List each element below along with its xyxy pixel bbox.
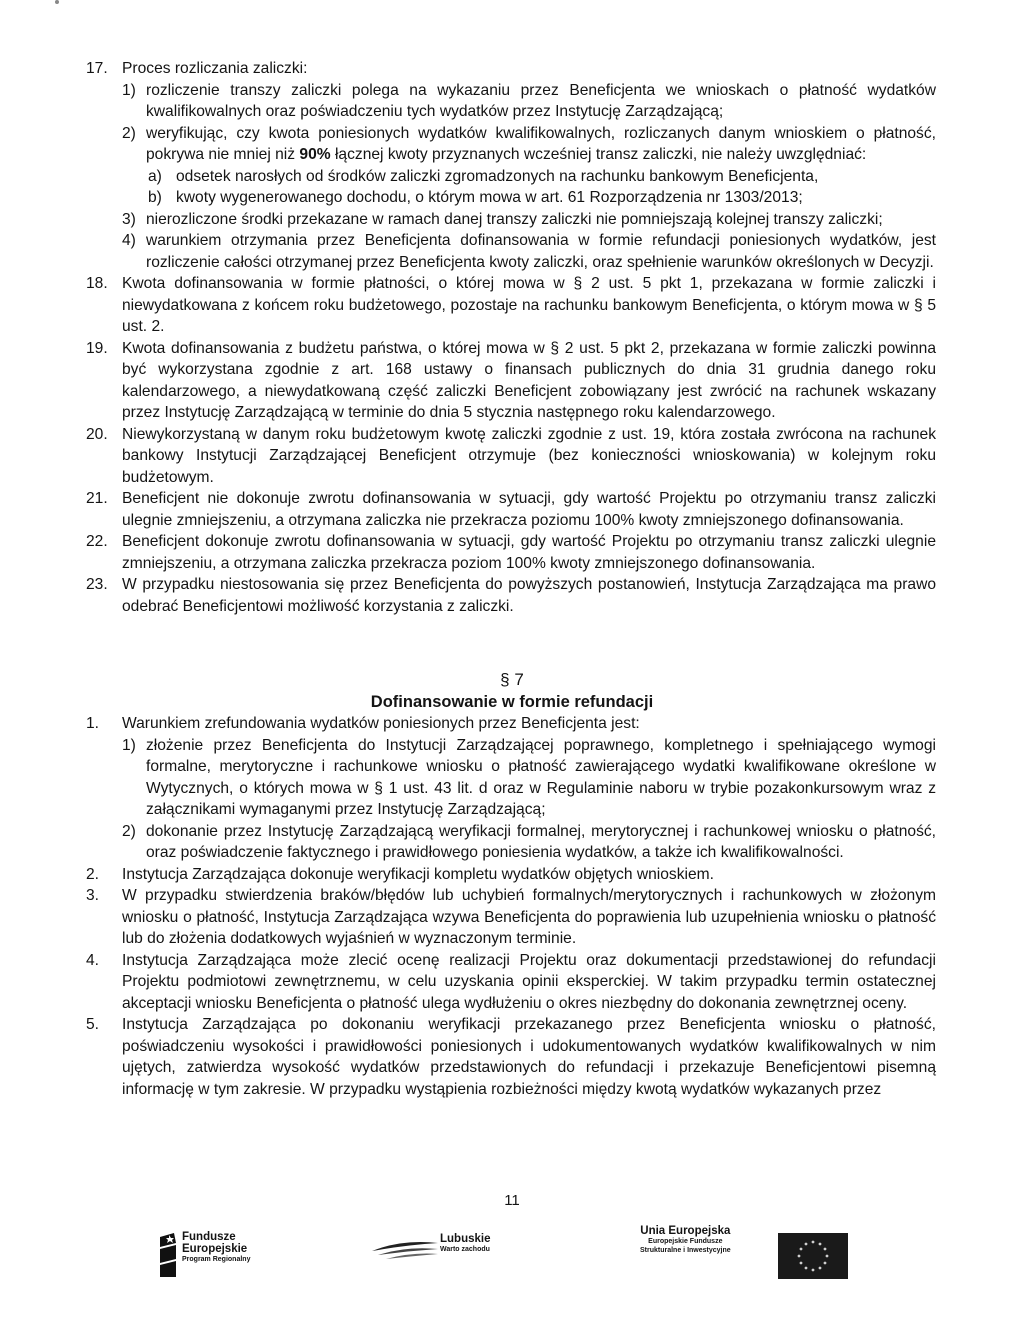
section-title: Dofinansowanie w formie refundacji — [370, 693, 654, 711]
item-18 — [0, 273, 936, 338]
ue-line3: Strukturalne i Inwestycyjne — [640, 1247, 731, 1254]
document-body — [0, 58, 1024, 1100]
item-text: Niewykorzystaną w danym roku budżetowym kwotę zaliczki zgodnie z ust. 19, która została zwrócona na rachunek bankowy Instytucji Zarządzającej Beneficjent otrzymuje (bez konieczności wnioskowania) w kolejnym roku budżetowym. — [122, 425, 936, 486]
ue-line1: Unia Europejska — [640, 1225, 731, 1237]
section-item-1-sub-1 — [0, 735, 936, 821]
sub-text: rozliczenie transzy zaliczki polega na wykazaniu przez Beneficjenta we wnioskach o płatność wydatków kwalifikowalnych oraz poświadczeniu tych wydatków przez Instytucję Zarządzającą; — [146, 81, 936, 120]
sub-number: 2) — [122, 822, 136, 840]
item-number: 3. — [86, 887, 100, 904]
item-19 — [0, 338, 936, 424]
fe-line1: Fundusze — [182, 1231, 236, 1243]
section-item-4 — [0, 950, 936, 1015]
ue-line2: Europejskie Fundusze — [648, 1238, 723, 1245]
section-item-1-sub-2 — [0, 821, 936, 864]
sub-number: 3) — [122, 210, 136, 228]
sub-text-bold: 90% — [299, 146, 331, 163]
item-number: 21. — [86, 490, 108, 507]
fundusze-europejskie-mark-icon — [160, 1233, 176, 1277]
sub-number: 2) — [122, 124, 136, 142]
item-text: Instytucja Zarządzająca po dokonaniu weryfikacji przekazanego przez Beneficjenta wniosku o płatność, poświadczeniu wysokości i prawidłowości poniesionych i udokumentowanych wydatków kwalifikowalnych w nim ujętych, zatwierdza wysokość wydatków przedstawionych do refundacji i przekazuje Beneficjentowi pisemną informację w tym zakresie. W przypadku wystąpienia rozbieżności między kwotą wydatków wykazanych przez — [122, 1016, 936, 1098]
eu-flag-icon — [778, 1233, 848, 1279]
sub-text-before: weryfikując, czy kwota poniesionych wydatków kwalifikowalnych, rozliczanych danym wnioskiem o płatność, pokrywa nie mniej niż — [146, 124, 936, 163]
sub-number: 1) — [122, 736, 136, 754]
item-17-sub-2 — [0, 123, 936, 166]
item-17-subsub-b — [0, 187, 936, 209]
section-item-3 — [0, 885, 936, 950]
fe-line3: Program Regionalny — [182, 1256, 251, 1263]
item-number: 23. — [86, 576, 108, 593]
item-22 — [0, 531, 936, 574]
item-text: Kwota dofinansowania z budżetu państwa, o której mowa w § 2 ust. 5 pkt 2, przekazana w formie zaliczki powinna być wykorzystana zgodnie z art. 168 ustawy o finansach publicznych do dnia 31 grudnia danego roku kalendarzowego, a niewydatkowaną część zaliczki Beneficjent zobowiązany jest zwrócić na rachunek wskazany przez Instytucję Zarządzającą w terminie do dnia 5 stycznia następnego roku kalendarzowego. — [122, 339, 936, 421]
item-17-sub-3 — [0, 209, 936, 231]
fe-line2: Europejskie — [182, 1243, 248, 1255]
sub-text: dokonanie przez Instytucję Zarządzającą weryfikacji formalnej, merytorycznej i rachunkowej wniosku o płatność, oraz poświadczenie faktycznego i prawidłowego poniesienia wydatków, a także ich kwalifikowalności. — [146, 822, 936, 861]
lubuskie-line1: Lubuskie — [440, 1233, 491, 1245]
section-item-1 — [0, 713, 936, 735]
item-text: W przypadku stwierdzenia braków/błędów lub uchybień formalnych/merytorycznych i rachunkowych w złożonym wniosku o płatność, Instytucja Zarządzająca wzywa Beneficjenta do poprawienia lub uzupełnienia wniosku o płatność lub do złożenia dodatkowych wyjaśnień w wyznaczonym terminie. — [122, 887, 936, 947]
scan-speck — [55, 0, 59, 4]
item-21 — [0, 488, 936, 531]
subsub-text: odsetek narosłych od środków zaliczki zgromadzonych na rachunku bankowym Beneficjenta, — [176, 167, 819, 185]
page-number: 11 — [504, 1192, 520, 1209]
sub-text-after: łącznej kwoty przyznanych wcześniej transz zaliczki, nie należy uwzględniać: — [330, 146, 867, 163]
item-text: Warunkiem zrefundowania wydatków poniesionych przez Beneficjenta jest: — [122, 715, 640, 732]
item-text: Instytucja Zarządzająca może zlecić ocenę realizacji Projektu oraz dokumentacji przedstawionej do refundacji Projektu podmiotowi zewnętrznemu, w celu uzyskania opinii eksperckiej. W takim przypadku termin ostatecznej akceptacji wniosku Beneficjenta o płatność ulega wydłużeniu o okres niezbędny do dokonania zewnętrznej oceny. — [122, 951, 936, 1012]
footer-logos — [0, 1225, 1024, 1285]
item-number: 22. — [86, 533, 108, 550]
lubuskie-line2: Warto zachodu — [440, 1246, 490, 1253]
item-number: 19. — [86, 339, 108, 357]
item-17 — [0, 58, 936, 80]
subsub-letter: a) — [148, 167, 162, 185]
item-text: Beneficjent dokonuje zwrotu dofinansowania w sytuacji, gdy wartość Projektu po otrzymaniu transz zaliczki ulegnie zmniejszeniu, a otrzymana zaliczka przekracza poziom 100% kwoty zmniejszonego dofinansowania. — [122, 533, 936, 572]
sub-text: złożenie przez Beneficjenta do Instytucji Zarządzającej poprawnego, kompletnego i spełniającego wymogi formalne, merytoryczne i rachunkowe wniosku o płatność zawierającego wydatki kwalifikowane określone w Wytycznych, o których mowa w § 1 ust. 43 lit. d oraz w Regulaminie naboru w trybie pozakonkursowym wraz z załącznikami wymaganymi przez Instytucję Zarządzającą; — [146, 736, 936, 818]
item-text: Beneficjent nie dokonuje zwrotu dofinansowania w sytuacji, gdy wartość Projektu po otrzymaniu transz zaliczki ulegnie zmniejszeniu, a otrzymana zaliczka nie przekracza poziomu 100% kwoty zmniejszonego dofinansowania. — [122, 490, 936, 529]
item-text: Instytucja Zarządzająca dokonuje weryfikacji kompletu wydatków objętych wnioskiem. — [122, 865, 714, 883]
sub-number: 4) — [122, 232, 136, 249]
sub-text: warunkiem otrzymania przez Beneficjenta dofinansowania w formie refundacji poniesionych wydatków, jest rozliczenie całości otrzymanej przez Beneficjenta kwoty zaliczki, oraz spełnienie warunków określonych w Decyzji. — [146, 232, 936, 271]
item-17-subsub-a — [0, 166, 936, 188]
item-17-sub-1 — [0, 80, 936, 123]
section-heading — [0, 669, 1024, 713]
sub-number: 1) — [122, 81, 136, 99]
sub-text: nierozliczone środki przekazane w ramach danej transzy zaliczki nie pomniejszają kolejnej transzy zaliczki; — [146, 210, 883, 228]
item-number: 20. — [86, 425, 108, 443]
item-text: W przypadku niestosowania się przez Beneficjenta do powyższych postanowień, Instytucja Zarządzająca ma prawo odebrać Beneficjentowi możliwość korzystania z zaliczki. — [122, 576, 936, 615]
item-text: Kwota dofinansowania w formie płatności, o której mowa w § 2 ust. 5 pkt 1, przekazana w formie zaliczki i niewydatkowana z końcem roku budżetowego, pozostaje na rachunku bankowym Beneficjenta, o którym mowa w § 5 ust. 2. — [122, 275, 936, 335]
item-text: Proces rozliczania zaliczki: — [122, 60, 308, 77]
fundusze-europejskie-logo — [182, 1231, 250, 1264]
item-20 — [0, 424, 936, 489]
lubuskie-wave-icon — [372, 1239, 438, 1261]
subsub-text: kwoty wygenerowanego dochodu, o którym mowa w art. 61 Rozporządzenia nr 1303/2013; — [176, 189, 803, 206]
item-number: 2. — [86, 865, 100, 883]
lubuskie-logo — [440, 1233, 490, 1254]
section-item-2 — [0, 864, 936, 886]
item-number: 17. — [86, 60, 108, 77]
item-23 — [0, 574, 936, 617]
item-number: 4. — [86, 951, 100, 969]
section-item-5 — [0, 1014, 936, 1100]
subsub-letter: b) — [148, 189, 162, 206]
section-sign: § 7 — [500, 670, 524, 689]
item-number: 5. — [86, 1016, 100, 1033]
unia-europejska-logo — [640, 1225, 731, 1255]
item-number: 1. — [86, 715, 100, 732]
item-number: 18. — [86, 275, 108, 292]
item-17-sub-4 — [0, 230, 936, 273]
